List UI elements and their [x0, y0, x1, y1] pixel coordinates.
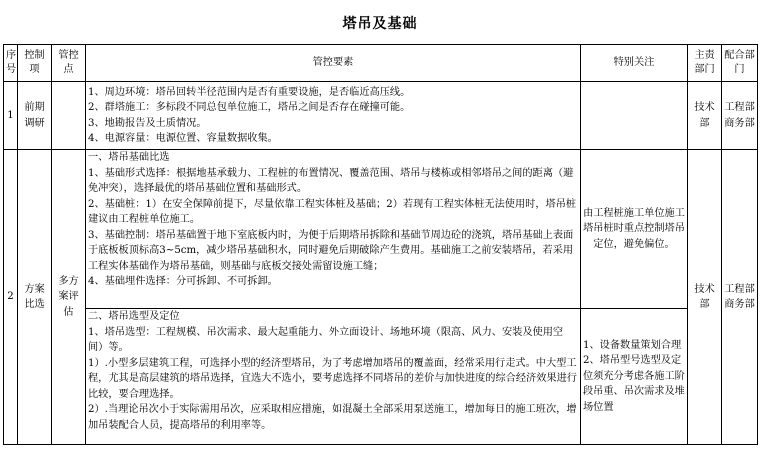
- header-requirements: 管控要素: [86, 45, 581, 82]
- row1-point: [52, 82, 86, 150]
- row2a-paragraph: 一、塔吊基础比选: [88, 152, 170, 163]
- row2a-paragraph: 4、基础埋件选择：分可拆卸、不可拆卸。: [88, 276, 278, 287]
- header-coop-dept: 配合部门: [722, 45, 758, 82]
- header-special-note: 特别关注: [581, 45, 688, 82]
- row1-line: 4、电源容量：电源位置、容量数据收集。: [88, 133, 278, 144]
- row1-requirements: [86, 82, 581, 150]
- row2-coop: 工程部商务部: [722, 150, 758, 445]
- row1-line: 3、地勘报告及土质情况。: [88, 117, 207, 129]
- row1-seq: 1: [4, 82, 18, 150]
- row1-lead: 技术部: [688, 82, 722, 150]
- row2-seq: 2: [4, 150, 18, 445]
- row1-line: 2、群塔施工：多标段不同总包单位施工，塔吊之间是否存在碰撞可能。: [88, 102, 411, 113]
- row2a-note: 由工程桩施工单位施工塔吊桩时重点控制塔吊定位，避免偏位。: [581, 150, 688, 309]
- table-row: [4, 309, 758, 445]
- row2b-paragraph: 二、塔吊选型及定位: [88, 311, 180, 322]
- row2b-paragraph: 1）.小型多层建筑工程，可选择小型的经济型塔吊，为了考虑增加塔吊的覆盖面，经常采用行走式。中大型工程，尤其是高层建筑的塔吊选择，宜选大不选小，要考虑选择不同塔吊的差价与加快进度的综合经济效果进行比较，要合理选择。: [88, 357, 577, 400]
- control-table: [3, 44, 758, 445]
- row2-item: 方案比选: [18, 150, 52, 445]
- row2-lead: 技术部: [688, 150, 722, 445]
- header-lead-dept: 主责部门: [688, 45, 722, 82]
- row2b-paragraph: 2）.当理论吊次小于实际需用吊次，应采取相应措施，如混凝土全部采用泵送施工，增加每日的施工班次，增加吊装配合人员，提高塔吊的利用率等。: [88, 404, 577, 431]
- table-row: [4, 150, 758, 309]
- row2a-paragraph: 1、基础形式选择：根据地基承载力、工程桩的布置情况、覆盖范围、塔吊与楼栋或相邻塔吊之间的距离（避免冲突），选择最优的塔吊基础位置和基础形式。: [88, 167, 574, 194]
- row1-line: 1、周边环境：塔吊回转半径范围内是否有重要设施，是否临近高压线。: [88, 86, 411, 98]
- row2a-paragraph: 2、基础桩：1）在安全保障前提下，尽量依靠工程实体桩及基础；2）若现有工程实体桩无法使用时，塔吊桩建议由工程桩单位施工。: [88, 198, 577, 225]
- row1-note: [581, 82, 688, 150]
- row2-point: 多方案评估: [52, 150, 86, 445]
- row2-part-a: [86, 150, 581, 309]
- row1-item: 前期调研: [18, 82, 52, 150]
- row2b-note: 1、设备数量策划合理 2、塔吊型号选型及定位须充分考虑各施工阶段吊重、吊次需求及堆场位置: [581, 309, 688, 445]
- row2-part-b: [86, 309, 581, 445]
- table-row: [4, 82, 758, 150]
- table-header-row: [4, 45, 758, 82]
- header-item: 控制项: [18, 45, 52, 82]
- page-title: 塔吊及基础: [342, 16, 418, 32]
- header-seq: 序号: [4, 45, 18, 82]
- row2a-paragraph: 3、基础控制：塔吊基础置于地下室底板内时，为便于后期塔吊拆除和基础节周边砼的浇筑，塔吊基础上表面于底板板顶标高3~5cm，减少塔吊基础积水，同时避免后期破除产生费用。基础施工之前安装塔吊，若采用工程实体基础作为塔吊基础，则基础与底板交接处需留设施工缝；: [88, 229, 574, 272]
- row2b-paragraph: 1、塔吊选型：工程规模、吊次需求、最大起重能力、外立面设计、场地环境（限高、风力、安装及使用空间）等。: [88, 326, 564, 353]
- header-point: 管控点: [52, 45, 86, 82]
- row1-coop: 工程部商务部: [722, 82, 758, 150]
